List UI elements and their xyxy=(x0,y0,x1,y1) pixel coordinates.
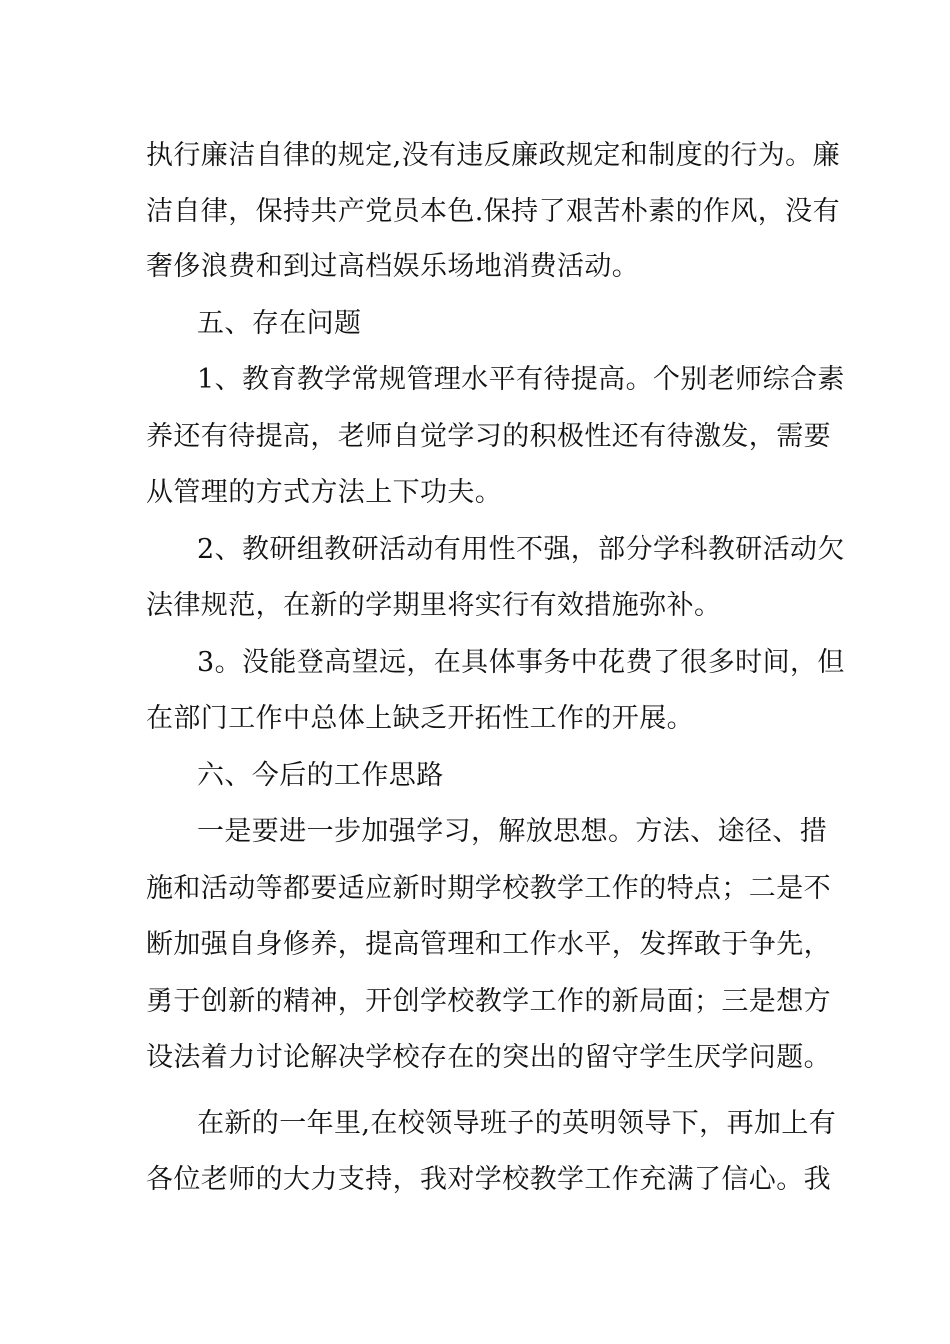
paragraph-line: 一是要进一步加强学习，解放思想。方法、途径、措 xyxy=(197,816,828,847)
section-heading: 五、存在问题 xyxy=(197,308,362,339)
paragraph-line: 养还有待提高，老师自觉学习的积极性还有待激发，需要 xyxy=(146,421,831,452)
paragraph-line: 奢侈浪费和到过高档娱乐场地消费活动。 xyxy=(146,251,640,282)
section-heading: 六、今后的工作思路 xyxy=(197,760,444,791)
paragraph-line: 2、教研组教研活动有用性不强，部分学科教研活动欠 xyxy=(197,534,845,565)
paragraph-line: 在部门工作中总体上缺乏开拓性工作的开展。 xyxy=(146,703,694,734)
paragraph-line: 从管理的方式方法上下功夫。 xyxy=(146,477,503,508)
paragraph-line: 洁自律，保持共产党员本色.保持了艰苦朴素的作风，没有 xyxy=(146,196,840,227)
paragraph-line: 断加强自身修养，提高管理和工作水平，发挥敢于争先， xyxy=(146,929,831,960)
paragraph-line: 3。没能登高望远，在具体事务中花费了很多时间，但 xyxy=(197,647,845,678)
paragraph-line: 在新的一年里,在校领导班子的英明领导下，再加上有 xyxy=(197,1108,837,1139)
paragraph-line: 各位老师的大力支持，我对学校教学工作充满了信心。我 xyxy=(146,1164,831,1195)
paragraph-line: 1、教育教学常规管理水平有待提高。个别老师综合素 xyxy=(197,364,845,395)
paragraph-line: 施和活动等都要适应新时期学校教学工作的特点；二是不 xyxy=(146,873,831,904)
paragraph-line: 勇于创新的精神，开创学校教学工作的新局面；三是想方 xyxy=(146,986,831,1017)
paragraph-line: 设法着力讨论解决学校存在的突出的留守学生厌学问题。 xyxy=(146,1042,831,1073)
paragraph-line: 执行廉洁自律的规定,没有违反廉政规定和制度的行为。廉 xyxy=(146,140,840,171)
paragraph-line: 法律规范，在新的学期里将实行有效措施弥补。 xyxy=(146,590,722,621)
